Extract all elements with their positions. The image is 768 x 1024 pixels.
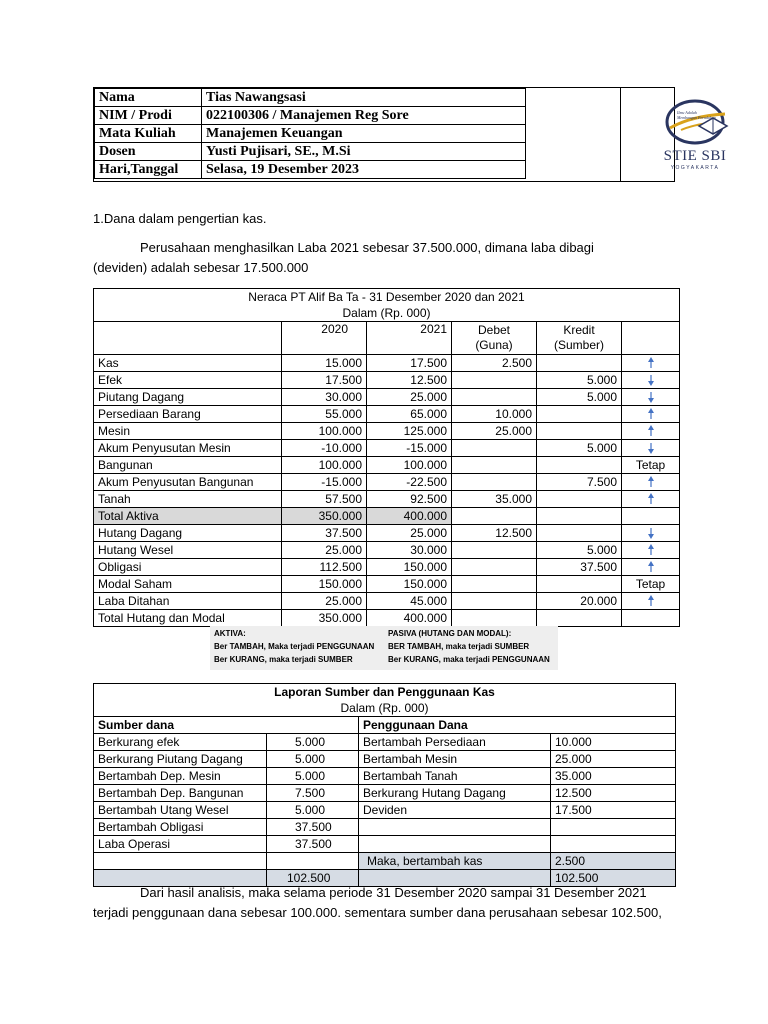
arrow-down-icon <box>647 374 655 386</box>
trend-label: Tetap <box>635 576 666 591</box>
neraca-account: Total Hutang dan Modal <box>94 610 282 627</box>
neraca-2020: 112.500 <box>282 559 367 576</box>
neraca-debet <box>452 457 537 474</box>
neraca-account: Hutang Dagang <box>94 525 282 542</box>
kas-value: 2.500 <box>551 853 676 870</box>
identity-block <box>93 87 727 182</box>
neraca-debet <box>452 474 537 491</box>
neraca-head-debet <box>452 322 537 355</box>
neraca-trend <box>622 355 680 372</box>
neraca-kredit <box>537 610 622 627</box>
penggunaan-label: Bertambah Tanah <box>359 768 551 785</box>
neraca-trend <box>622 508 680 525</box>
identity-value: Manajemen Keuangan <box>202 125 526 143</box>
pasiva-rule-1: BER TAMBAH, maka terjadi SUMBER <box>388 642 530 651</box>
sumber-row <box>94 802 676 819</box>
conclusion-line-1: Dari hasil analisis, maka selama periode 31 Desember 2020 sampai 31 Desember 2021 <box>140 885 647 900</box>
neraca-2021: 25.000 <box>367 389 452 406</box>
penggunaan-value <box>551 819 676 836</box>
neraca-2020: 25.000 <box>282 542 367 559</box>
neraca-debet <box>452 508 537 525</box>
neraca-2021: 25.000 <box>367 525 452 542</box>
sumber-value: 37.500 <box>267 836 359 853</box>
sumber-value: 37.500 <box>267 819 359 836</box>
neraca-trend <box>622 474 680 491</box>
neraca-trend <box>622 491 680 508</box>
neraca-debet <box>452 576 537 593</box>
sumber-label: Bertambah Dep. Bangunan <box>94 785 267 802</box>
neraca-debet <box>452 372 537 389</box>
neraca-kredit <box>537 355 622 372</box>
neraca-account: Efek <box>94 372 282 389</box>
neraca-trend <box>622 372 680 389</box>
neraca-subtitle-row <box>94 305 680 322</box>
sumber-value: 5.000 <box>267 751 359 768</box>
sumber-row <box>94 819 676 836</box>
identity-row <box>95 107 526 125</box>
arrow-down-icon <box>647 391 655 403</box>
neraca-row <box>94 508 680 525</box>
neraca-trend <box>622 389 680 406</box>
section-title: 1.Dana dalam pengertian kas. <box>93 211 267 226</box>
neraca-kredit: 7.500 <box>537 474 622 491</box>
neraca-subtitle: Dalam (Rp. 000) <box>94 305 680 322</box>
neraca-row <box>94 491 680 508</box>
neraca-2020: 37.500 <box>282 525 367 542</box>
identity-value: Selasa, 19 Desember 2023 <box>202 161 526 179</box>
intro-line-1: Perusahaan menghasilkan Laba 2021 sebesar 37.500.000, dimana laba dibagi <box>140 240 594 255</box>
neraca-trend <box>622 423 680 440</box>
arrow-down-icon <box>647 527 655 539</box>
neraca-trend <box>622 457 680 474</box>
penggunaan-value: 35.000 <box>551 768 676 785</box>
identity-key: Nama <box>95 89 202 107</box>
neraca-2020: 25.000 <box>282 593 367 610</box>
neraca-head-debet-label: Debet <box>477 323 511 337</box>
sumber-title-row <box>94 684 676 701</box>
neraca-row <box>94 474 680 491</box>
neraca-debet <box>452 593 537 610</box>
kas-blank-2 <box>267 853 359 870</box>
neraca-2020: 100.000 <box>282 457 367 474</box>
neraca-2020: 17.500 <box>282 372 367 389</box>
neraca-2021: 65.000 <box>367 406 452 423</box>
sumber-value: 5.000 <box>267 802 359 819</box>
neraca-2021: 400.000 <box>367 610 452 627</box>
neraca-row <box>94 457 680 474</box>
neraca-2021: 30.000 <box>367 542 452 559</box>
neraca-kredit: 5.000 <box>537 542 622 559</box>
sumber-row <box>94 785 676 802</box>
sumber-head: Sumber dana <box>94 717 359 734</box>
neraca-title-row <box>94 289 680 306</box>
neraca-kredit <box>537 576 622 593</box>
sumber-value: 7.500 <box>267 785 359 802</box>
neraca-row <box>94 542 680 559</box>
neraca-account: Tanah <box>94 491 282 508</box>
arrow-up-icon <box>647 595 655 607</box>
stie-sbi-logo <box>620 88 768 181</box>
neraca-row <box>94 610 680 627</box>
sumber-title: Laporan Sumber dan Penggunaan Kas <box>94 684 676 701</box>
neraca-debet: 35.000 <box>452 491 537 508</box>
neraca-2021: 12.500 <box>367 372 452 389</box>
neraca-head-kredit <box>537 322 622 355</box>
neraca-head-trend <box>622 322 680 355</box>
neraca-kredit: 5.000 <box>537 440 622 457</box>
neraca-kredit <box>537 406 622 423</box>
neraca-account: Mesin <box>94 423 282 440</box>
neraca-kredit <box>537 525 622 542</box>
conclusion-line-2: terjadi penggunaan dana sebesar 100.000. sementara sumber dana perusahaan sebesar 102.500, <box>93 905 662 920</box>
logo-tagline: Ilmu Adalah Membangun Peradaban <box>677 110 716 120</box>
neraca-trend <box>622 576 680 593</box>
identity-key: Mata Kuliah <box>95 125 202 143</box>
identity-key: Hari,Tanggal <box>95 161 202 179</box>
sumber-value: 5.000 <box>267 734 359 751</box>
penggunaan-label <box>359 819 551 836</box>
neraca-debet <box>452 542 537 559</box>
neraca-row <box>94 406 680 423</box>
neraca-debet <box>452 389 537 406</box>
sumber-subtitle: Dalam (Rp. 000) <box>94 700 676 717</box>
identity-value: 022100306 / Manajemen Reg Sore <box>202 107 526 125</box>
neraca-row <box>94 389 680 406</box>
sumber-subtitle-row <box>94 700 676 717</box>
neraca-head-kredit-label: Kredit <box>563 323 595 337</box>
neraca-row <box>94 372 680 389</box>
penggunaan-value: 17.500 <box>551 802 676 819</box>
penggunaan-value: 12.500 <box>551 785 676 802</box>
identity-row <box>95 161 526 179</box>
total-sumber: 102.500 <box>267 870 359 887</box>
logo-name: STIE SBI <box>663 148 727 164</box>
neraca-debet <box>452 559 537 576</box>
arrow-down-icon <box>647 442 655 454</box>
arrow-up-icon <box>647 425 655 437</box>
neraca-2021: 150.000 <box>367 576 452 593</box>
sumber-label: Bertambah Dep. Mesin <box>94 768 267 785</box>
neraca-account: Akum Penyusutan Bangunan <box>94 474 282 491</box>
neraca-2021: 17.500 <box>367 355 452 372</box>
neraca-debet: 25.000 <box>452 423 537 440</box>
neraca-2021: 125.000 <box>367 423 452 440</box>
sumber-row <box>94 734 676 751</box>
neraca-title: Neraca PT Alif Ba Ta - 31 Desember 2020 dan 2021 <box>94 289 680 306</box>
neraca-head-blank <box>94 322 282 355</box>
neraca-head-2021: 2021 <box>367 322 452 355</box>
neraca-2020: 350.000 <box>282 610 367 627</box>
arrow-up-icon <box>647 357 655 369</box>
neraca-2021: 150.000 <box>367 559 452 576</box>
neraca-trend <box>622 406 680 423</box>
neraca-row <box>94 355 680 372</box>
neraca-account: Obligasi <box>94 559 282 576</box>
intro-line-2: (deviden) adalah sebesar 17.500.000 <box>93 260 309 275</box>
sumber-header-row <box>94 717 676 734</box>
sumber-label: Laba Operasi <box>94 836 267 853</box>
neraca-debet <box>452 610 537 627</box>
pasiva-rule-2: Ber KURANG, maka terjadi PENGGUNAAN <box>388 655 550 664</box>
neraca-2020: 15.000 <box>282 355 367 372</box>
sumber-value: 5.000 <box>267 768 359 785</box>
neraca-trend <box>622 542 680 559</box>
neraca-kredit: 5.000 <box>537 372 622 389</box>
neraca-2021: -22.500 <box>367 474 452 491</box>
kas-blank <box>94 853 267 870</box>
identity-row <box>95 125 526 143</box>
neraca-2020: -15.000 <box>282 474 367 491</box>
neraca-account: Kas <box>94 355 282 372</box>
penggunaan-value: 10.000 <box>551 734 676 751</box>
neraca-2021: 100.000 <box>367 457 452 474</box>
neraca-2021: 45.000 <box>367 593 452 610</box>
penggunaan-label: Bertambah Mesin <box>359 751 551 768</box>
neraca-account: Hutang Wesel <box>94 542 282 559</box>
identity-key: NIM / Prodi <box>95 107 202 125</box>
sumber-row <box>94 836 676 853</box>
neraca-2020: 150.000 <box>282 576 367 593</box>
penggunaan-value <box>551 836 676 853</box>
neraca-head-debet-sub: (Guna) <box>475 338 513 352</box>
neraca-debet <box>452 440 537 457</box>
aktiva-title: AKTIVA: <box>214 629 246 638</box>
aktiva-rule-2: Ber KURANG, maka terjadi SUMBER <box>214 655 353 664</box>
neraca-trend <box>622 440 680 457</box>
neraca-2020: 350.000 <box>282 508 367 525</box>
neraca-head-2020: 2020 <box>282 322 367 355</box>
sumber-label: Berkurang efek <box>94 734 267 751</box>
neraca-row <box>94 593 680 610</box>
identity-value: Tias Nawangsasi <box>202 89 526 107</box>
penggunaan-value: 25.000 <box>551 751 676 768</box>
arrow-up-icon <box>647 476 655 488</box>
penggunaan-label: Berkurang Hutang Dagang <box>359 785 551 802</box>
neraca-2020: -10.000 <box>282 440 367 457</box>
identity-value: Yusti Pujisari, SE., M.Si <box>202 143 526 161</box>
neraca-row <box>94 559 680 576</box>
penggunaan-label <box>359 836 551 853</box>
identity-row <box>95 143 526 161</box>
neraca-kredit: 5.000 <box>537 389 622 406</box>
identity-key: Dosen <box>95 143 202 161</box>
neraca-2021: -15.000 <box>367 440 452 457</box>
total-penggunaan: 102.500 <box>551 870 676 887</box>
kas-row <box>94 853 676 870</box>
sumber-penggunaan-table <box>93 683 676 887</box>
penggunaan-label: Deviden <box>359 802 551 819</box>
neraca-kredit <box>537 508 622 525</box>
neraca-trend <box>622 610 680 627</box>
neraca-kredit: 37.500 <box>537 559 622 576</box>
neraca-row <box>94 525 680 542</box>
sumber-row <box>94 751 676 768</box>
identity-table <box>94 88 526 179</box>
neraca-2020: 57.500 <box>282 491 367 508</box>
neraca-debet: 12.500 <box>452 525 537 542</box>
neraca-debet: 10.000 <box>452 406 537 423</box>
logo-subtitle: YOGYAKARTA <box>670 165 720 171</box>
neraca-debet: 2.500 <box>452 355 537 372</box>
neraca-table <box>93 288 680 627</box>
neraca-account: Piutang Dagang <box>94 389 282 406</box>
neraca-account: Modal Saham <box>94 576 282 593</box>
penggunaan-label: Bertambah Persediaan <box>359 734 551 751</box>
aktiva-rule-1: Ber TAMBAH, Maka terjadi PENGGUNAAN <box>214 642 375 651</box>
neraca-header-row <box>94 322 680 355</box>
arrow-up-icon <box>647 561 655 573</box>
neraca-kredit <box>537 423 622 440</box>
neraca-kredit: 20.000 <box>537 593 622 610</box>
neraca-account: Persediaan Barang <box>94 406 282 423</box>
neraca-2020: 30.000 <box>282 389 367 406</box>
neraca-2021: 92.500 <box>367 491 452 508</box>
neraca-2021: 400.000 <box>367 508 452 525</box>
kas-label: Maka, bertambah kas <box>359 853 551 870</box>
sumber-label: Berkurang Piutang Dagang <box>94 751 267 768</box>
sumber-label: Bertambah Utang Wesel <box>94 802 267 819</box>
identity-row <box>95 89 526 107</box>
neraca-account: Total Aktiva <box>94 508 282 525</box>
neraca-head-kredit-sub: (Sumber) <box>553 338 604 352</box>
neraca-kredit <box>537 491 622 508</box>
neraca-trend <box>622 525 680 542</box>
neraca-row <box>94 440 680 457</box>
arrow-up-icon <box>647 544 655 556</box>
sumber-label: Bertambah Obligasi <box>94 819 267 836</box>
sumber-row <box>94 768 676 785</box>
trend-label: Tetap <box>635 457 666 472</box>
arrow-up-icon <box>647 493 655 505</box>
neraca-2020: 55.000 <box>282 406 367 423</box>
arrow-up-icon <box>647 408 655 420</box>
pasiva-title: PASIVA (HUTANG DAN MODAL): <box>388 629 512 638</box>
neraca-row <box>94 423 680 440</box>
penggunaan-head: Penggunaan Dana <box>359 717 676 734</box>
neraca-account: Bangunan <box>94 457 282 474</box>
neraca-account: Akum Penyusutan Mesin <box>94 440 282 457</box>
rules-note <box>210 626 558 670</box>
neraca-trend <box>622 593 680 610</box>
neraca-2020: 100.000 <box>282 423 367 440</box>
neraca-kredit <box>537 457 622 474</box>
neraca-account: Laba Ditahan <box>94 593 282 610</box>
neraca-trend <box>622 559 680 576</box>
neraca-row <box>94 576 680 593</box>
